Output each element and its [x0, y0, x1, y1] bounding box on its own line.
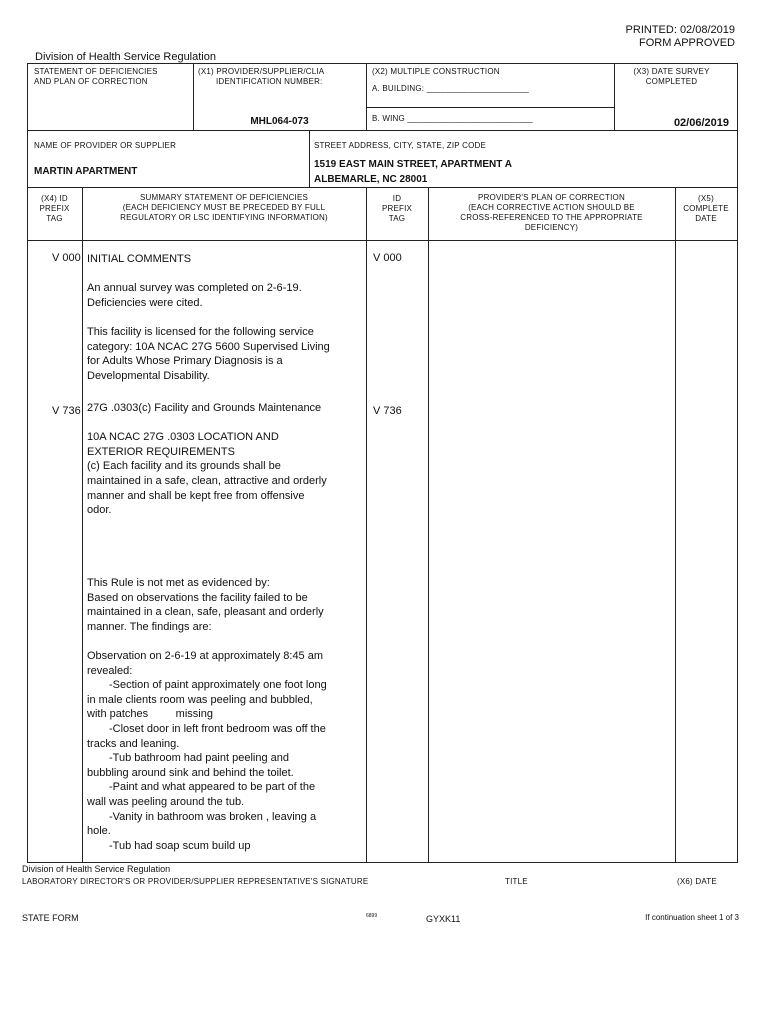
x1-label — [198, 67, 324, 87]
text-line: An annual survey was completed on 2-6-19. — [87, 282, 302, 295]
x5-header-line1: (X5) — [698, 194, 714, 203]
address — [314, 157, 512, 187]
v736-title: 27G .0303(c) Facility and Grounds Maintenance — [87, 401, 322, 414]
text-line: hole. — [87, 825, 111, 838]
tag-v000-right: V 000 — [373, 252, 402, 264]
text-line: manner. The findings are: — [87, 620, 212, 633]
id-header — [366, 194, 428, 224]
text-line: -Paint and what appeared to be part of the — [109, 781, 316, 794]
signature-label: LABORATORY DIRECTOR'S OR PROVIDER/SUPPLIER REPRESENTATIVE'S SIGNATURE — [22, 877, 369, 886]
provider-id: MHL064-073 — [250, 116, 309, 127]
text-line: odor. — [87, 504, 112, 517]
x4-header — [27, 194, 82, 224]
text-line: Deficiencies were cited. — [87, 296, 203, 309]
tag-v000-left: V 000 — [52, 252, 81, 264]
x3-label-line2: COMPLETED — [645, 77, 698, 86]
form-number: 6899 — [366, 913, 378, 919]
x1-label-line2: IDENTIFICATION NUMBER: — [216, 77, 323, 86]
summary-header-line1: SUMMARY STATEMENT OF DEFICIENCIES — [139, 193, 309, 202]
text-line: manner and shall be kept free from offensive — [87, 489, 305, 502]
x4-header-line3: TAG — [46, 214, 63, 223]
text-line: -Tub had soap scum build up — [109, 839, 251, 852]
summary-header — [82, 193, 366, 223]
text-line: -Vanity in bathroom was broken , leaving a — [109, 810, 317, 823]
text-line: bubbling around sink and behind the toilet. — [87, 766, 294, 779]
text-line: revealed: — [87, 664, 133, 677]
address-label: STREET ADDRESS, CITY, STATE, ZIP CODE — [314, 141, 487, 150]
address-line1: 1519 EAST MAIN STREET, APARTMENT A — [314, 159, 512, 170]
text-line: -Closet door in left front bedroom was off the — [109, 723, 326, 735]
wing-field[interactable]: B. WING ___________________________ — [372, 114, 533, 123]
text-line: with patches missing — [87, 708, 213, 721]
x3-label — [614, 67, 729, 87]
text-line: (c) Each facility and its grounds shall be — [87, 460, 281, 473]
text-line: EXTERIOR REQUIREMENTS — [87, 445, 235, 458]
event-id: GYXK11 — [426, 914, 461, 924]
text-line: in male clients room was peeling and bubbled, — [87, 693, 313, 706]
plan-header — [428, 193, 675, 233]
printed-date: PRINTED: 02/08/2019 — [625, 24, 735, 36]
text-line: -Tub bathroom had paint peeling and — [109, 752, 289, 765]
text-line: maintained in a clean, safe, pleasant and orderly — [87, 606, 324, 619]
statement-label-line1: STATEMENT OF DEFICIENCIES — [34, 67, 158, 76]
tag-v736-left: V 736 — [52, 405, 81, 417]
address-line2: ALBEMARLE, NC 28001 — [314, 174, 428, 185]
x2-label: (X2) MULTIPLE CONSTRUCTION — [372, 67, 500, 76]
plan-header-line2: (EACH CORRECTIVE ACTION SHOULD BE — [468, 203, 635, 212]
x6-date-label: (X6) DATE — [677, 877, 717, 886]
x5-header-line3: DATE — [695, 214, 717, 223]
summary-body — [87, 252, 362, 853]
tag-v736-right: V 736 — [373, 405, 402, 417]
x5-header — [675, 194, 737, 224]
footer-division: Division of Health Service Regulation — [22, 864, 171, 874]
form-approved: FORM APPROVED — [639, 37, 735, 49]
text-line: Developmental Disability. — [87, 369, 210, 382]
state-form-label: STATE FORM — [22, 913, 79, 923]
x4-header-line1: (X4) ID — [41, 194, 68, 203]
plan-header-line1: PROVIDER'S PLAN OF CORRECTION — [478, 193, 625, 202]
text-line: This Rule is not met as evidenced by: — [87, 577, 270, 590]
text-line: wall was peeling around the tub. — [87, 795, 245, 808]
survey-date: 02/06/2019 — [673, 117, 729, 129]
x3-label-line1: (X3) DATE SURVEY — [633, 67, 710, 76]
statement-label — [34, 67, 158, 87]
id-header-line3: TAG — [388, 214, 406, 223]
text-line: Based on observations the facility failed to be — [87, 591, 308, 604]
provider-name-label: NAME OF PROVIDER OR SUPPLIER — [34, 141, 177, 150]
text-line: Observation on 2-6-19 at approximately 8:45 am — [87, 650, 324, 663]
statement-label-line2: AND PLAN OF CORRECTION — [34, 77, 148, 86]
x5-header-line2: COMPLETE — [683, 204, 729, 213]
text-line: tracks and leaning. — [87, 737, 180, 750]
text-line: for Adults Whose Primary Diagnosis is a — [87, 355, 283, 368]
print-header — [626, 24, 735, 50]
plan-header-line3: CROSS-REFERENCED TO THE APPROPRIATE — [460, 213, 643, 222]
text-line: category: 10A NCAC 27G 5600 Supervised Living — [87, 340, 330, 353]
summary-header-line2: (EACH DEFICIENCY MUST BE PRECEDED BY FULL — [122, 203, 326, 212]
x4-header-line2: PREFIX — [39, 204, 70, 213]
title-label: TITLE — [505, 877, 528, 886]
summary-header-line3: REGULATORY OR LSC IDENTIFYING INFORMATION) — [120, 213, 328, 222]
x1-label-line1: (X1) PROVIDER/SUPPLIER/CLIA — [198, 67, 325, 76]
building-field[interactable]: A. BUILDING: ______________________ — [372, 84, 529, 93]
text-line: This facility is licensed for the following service — [87, 325, 314, 338]
division-title: Division of Health Service Regulation — [35, 51, 216, 63]
text-line: maintained in a safe, clean, attractive and orderly — [87, 474, 327, 487]
text-line: -Section of paint approximately one foot long — [109, 679, 327, 692]
provider-name: MARTIN APARTMENT — [34, 166, 138, 177]
initial-comments-title: INITIAL COMMENTS — [87, 253, 192, 265]
id-header-line1: ID — [392, 194, 402, 203]
id-header-line2: PREFIX — [381, 204, 413, 213]
text-line: 10A NCAC 27G .0303 LOCATION AND — [87, 431, 279, 444]
continuation-sheet: If continuation sheet 1 of 3 — [645, 913, 739, 922]
plan-header-line4: DEFICIENCY) — [524, 223, 579, 232]
